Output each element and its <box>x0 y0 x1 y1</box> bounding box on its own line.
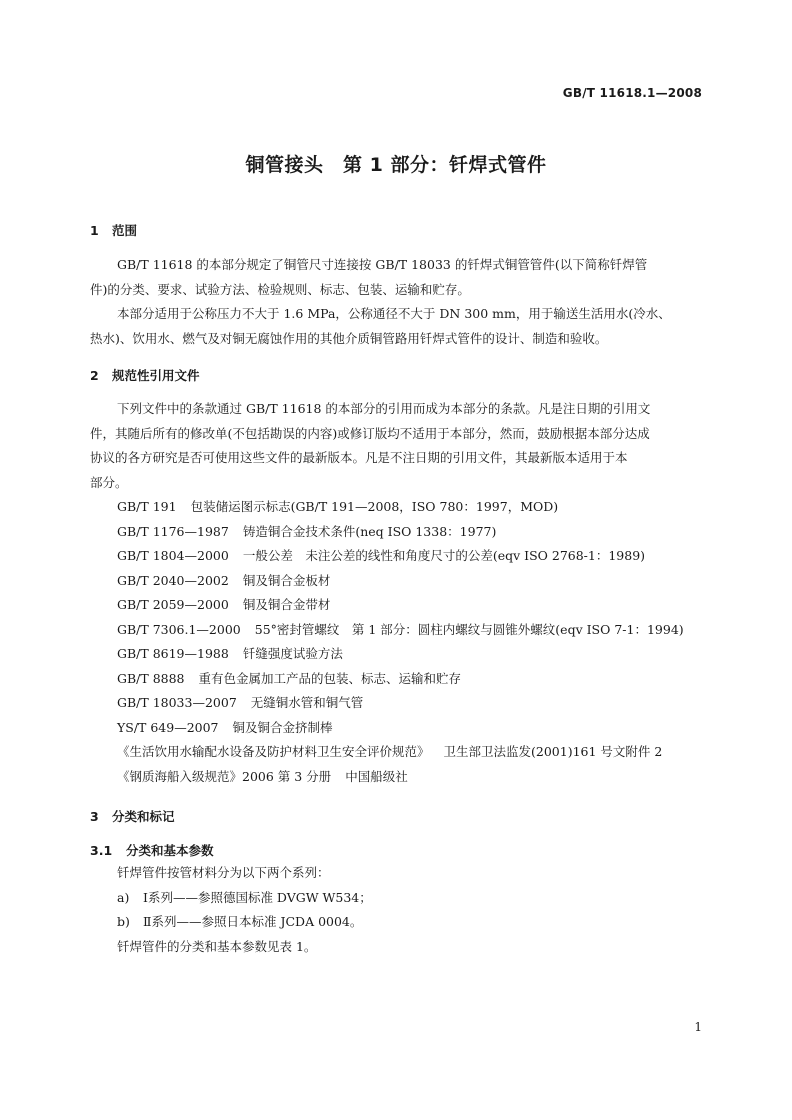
reference-code: GB/T 18033—2007 <box>117 695 237 710</box>
reference-code: 《钢质海船入级规范》2006 第 3 分册 <box>117 768 332 784</box>
reference-code: GB/T 8888 <box>117 670 185 686</box>
standard-number: GB/T 11618.1—2008 <box>562 86 702 100</box>
reference-item <box>117 716 684 741</box>
reference-title: 无缝铜水管和铜气管 <box>250 695 364 710</box>
text-line: 件，其随后所有的修改单(不包括勘误的内容)或修订版均不适用于本部分，然而，鼓励根据本部分达成 <box>90 425 650 441</box>
reference-item <box>117 520 684 545</box>
text-line: 下列文件中的条款通过 GB/T 11618 的本部分的引用而成为本部分的条款。凡是注日期的引用文 <box>117 401 651 416</box>
reference-code: GB/T 191 <box>117 499 177 514</box>
section-1-paragraph-1 <box>90 253 702 351</box>
reference-item <box>117 495 684 520</box>
reference-title: 铜及铜合金带材 <box>242 597 331 612</box>
subsection-title: 分类和基本参数 <box>126 843 214 858</box>
section-number: 2 <box>90 368 99 383</box>
reference-title: 重有色金属加工产品的包装、标志、运输和贮存 <box>198 670 462 686</box>
reference-item <box>117 667 684 692</box>
reference-title: 铜及铜合金挤制棒 <box>232 719 333 735</box>
section-number: 3 <box>90 809 99 824</box>
section-2-paragraph-1 <box>90 397 702 495</box>
reference-item <box>117 593 684 618</box>
reference-title: 55°密封管螺纹 第 1 部分：圆柱内螺纹与圆锥外螺纹(eqv ISO 7-1：1994) <box>254 621 684 637</box>
reference-item <box>117 740 684 765</box>
reference-title: 铜及铜合金板材 <box>242 572 331 588</box>
subsection-number: 3.1 <box>90 843 113 858</box>
reference-code: GB/T 1804—2000 <box>117 548 229 563</box>
reference-code: GB/T 8619—1988 <box>117 646 229 661</box>
text-line: 热水)、饮用水、燃气及对铜无腐蚀作用的其他介质铜管路用钎焊式管件的设计、制造和验收。 <box>90 330 608 346</box>
reference-title: 卫生部卫法监发(2001)161 号文附件 2 <box>443 744 663 759</box>
reference-code: GB/T 2040—2002 <box>117 572 229 588</box>
page-number: 1 <box>694 1020 702 1034</box>
section-title: 分类和标记 <box>112 809 175 824</box>
section-2-heading <box>90 366 200 384</box>
reference-item <box>117 569 684 594</box>
reference-code: YS/T 649—2007 <box>117 719 219 735</box>
series-list <box>117 861 372 959</box>
text-line: 本部分适用于公称压力不大于 1.6 MPa，公称通径不大于 DN 300 mm，用于输送生活用水(冷水、 <box>117 306 671 321</box>
section-1-heading <box>90 221 137 239</box>
reference-code: GB/T 2059—2000 <box>117 597 229 612</box>
reference-code: GB/T 7306.1—2000 <box>117 621 241 637</box>
reference-title: 中国船级社 <box>345 768 408 784</box>
document-title: 铜管接头 第 1 部分：钎焊式管件 <box>245 154 547 176</box>
section-title: 范围 <box>112 223 138 238</box>
list-item <box>117 886 372 911</box>
intro-text: 钎焊管件按管材料分为以下两个系列： <box>117 865 330 880</box>
reference-title: 铸造铜合金技术条件(neq ISO 1338：1977) <box>242 523 497 539</box>
outro-text: 钎焊管件的分类和基本参数见表 1。 <box>117 938 317 954</box>
text-line: 部分。 <box>90 474 128 490</box>
normative-references-list <box>117 495 684 789</box>
list-text: Ⅰ系列——参照德国标准 DVGW W534； <box>143 889 372 905</box>
reference-item <box>117 765 684 790</box>
list-label: b) <box>117 914 130 929</box>
section-title: 规范性引用文件 <box>112 368 200 383</box>
reference-title: 钎缝强度试验方法 <box>242 646 343 661</box>
subsection-3-1-heading <box>90 841 214 859</box>
reference-item <box>117 618 684 643</box>
text-line: GB/T 11618 的本部分规定了铜管尺寸连接按 GB/T 18033 的钎焊式铜管管件(以下简称钎焊管 <box>117 257 648 272</box>
reference-item <box>117 544 684 569</box>
reference-code: 《生活饮用水输配水设备及防护材料卫生安全评价规范》 <box>117 744 430 759</box>
text-line: 件)的分类、要求、试验方法、检验规则、标志、包装、运输和贮存。 <box>90 281 470 297</box>
list-label: a) <box>117 889 130 905</box>
list-item <box>117 910 372 935</box>
text-line: 协议的各方研究是否可使用这些文件的最新版本。凡是不注日期的引用文件，其最新版本适用于本 <box>90 450 628 465</box>
reference-code: GB/T 1176—1987 <box>117 523 229 539</box>
reference-title: 包装储运图示标志(GB/T 191—2008，ISO 780：1997，MOD) <box>190 499 559 514</box>
list-text: Ⅱ系列——参照日本标准 JCDA 0004。 <box>143 914 363 929</box>
reference-title: 一般公差 未注公差的线性和角度尺寸的公差(eqv ISO 2768-1：1989) <box>242 548 646 563</box>
reference-item <box>117 691 684 716</box>
reference-item <box>117 642 684 667</box>
section-number: 1 <box>90 223 99 238</box>
section-3-heading <box>90 807 175 825</box>
